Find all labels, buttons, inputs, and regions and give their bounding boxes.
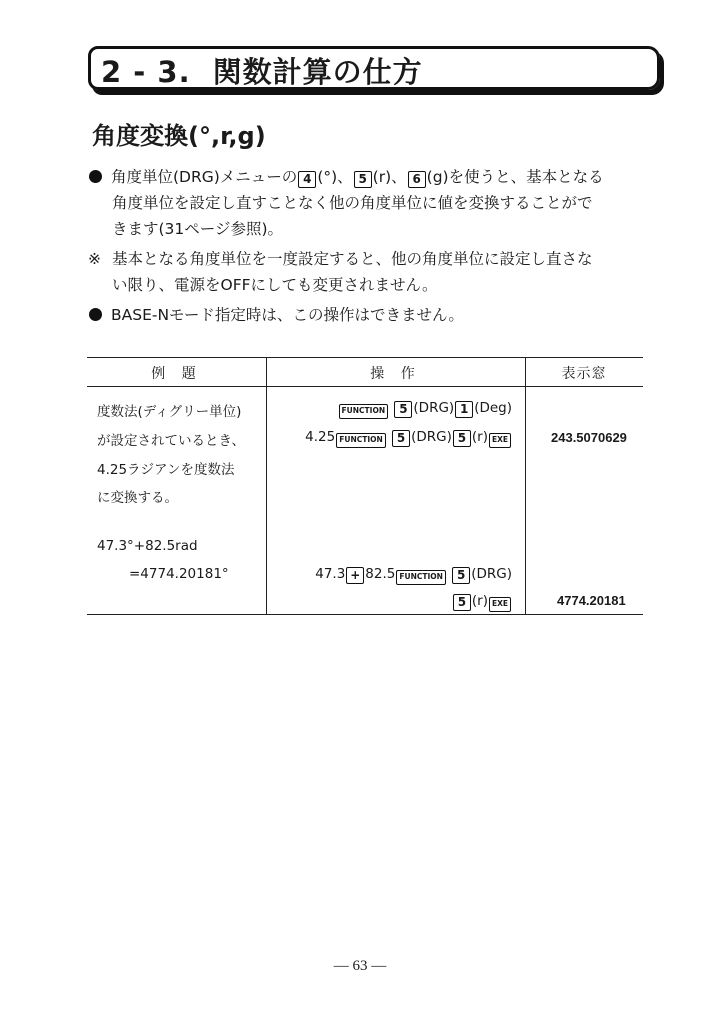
op-text: (DRG) bbox=[413, 400, 455, 416]
exe-key: EXE bbox=[489, 433, 511, 448]
page-number: — 63 — bbox=[333, 958, 387, 974]
example-text: =4774.20181° bbox=[129, 566, 229, 582]
text-line: きます(31ページ参照)。 bbox=[112, 220, 284, 238]
function-key: FUNCTION bbox=[396, 570, 446, 585]
table-top-rule bbox=[87, 357, 643, 358]
operation-step bbox=[315, 566, 512, 585]
plus-key: + bbox=[346, 567, 364, 584]
example-text: 4.25ラジアンを度数法 bbox=[97, 462, 235, 478]
example-text: 度数法(ディグリー単位) bbox=[97, 404, 242, 420]
example-text: 47.3°+82.5rad bbox=[97, 538, 198, 554]
table-header-rule bbox=[87, 386, 643, 387]
operation-step bbox=[452, 593, 512, 612]
paragraph-2 bbox=[88, 246, 593, 298]
operation-step bbox=[305, 429, 512, 448]
key-1: 1 bbox=[455, 401, 473, 418]
key-4: 4 bbox=[298, 171, 316, 188]
example-text: に変換する。 bbox=[97, 490, 178, 506]
text-line: (r)、 bbox=[372, 168, 407, 186]
section-title-text: 関数計算の仕方 bbox=[212, 55, 423, 89]
key-5: 5 bbox=[452, 567, 470, 584]
function-key: FUNCTION bbox=[339, 404, 389, 419]
header-display: 表示窓 bbox=[561, 366, 607, 382]
text-line: (g)を使うと、基本となる bbox=[426, 168, 604, 186]
key-5: 5 bbox=[453, 430, 471, 447]
op-text: 47.3 bbox=[315, 566, 346, 582]
op-text: (DRG) bbox=[471, 566, 512, 582]
paragraph-3 bbox=[88, 302, 464, 328]
bullet-icon bbox=[89, 170, 102, 183]
key-6: 6 bbox=[408, 171, 426, 188]
table-bottom-rule bbox=[87, 614, 643, 615]
op-text: (r) bbox=[471, 429, 488, 445]
text-line: 角度単位(DRG)メニューの bbox=[111, 168, 298, 186]
key-5: 5 bbox=[394, 401, 412, 418]
paragraph-1 bbox=[88, 164, 604, 242]
op-text: 4.25 bbox=[305, 429, 336, 445]
display-result: 243.5070629 bbox=[551, 430, 627, 445]
section-number: 2 - 3. bbox=[101, 55, 191, 89]
text-line: (°)、 bbox=[317, 168, 353, 186]
text-line: BASE-Nモード指定時は、この操作はできません。 bbox=[111, 306, 464, 324]
exe-key: EXE bbox=[489, 597, 511, 612]
example-text: が設定されているとき、 bbox=[97, 433, 245, 449]
op-text: (r) bbox=[471, 593, 488, 609]
operation-step bbox=[338, 400, 512, 419]
op-text: 82.5 bbox=[365, 566, 396, 582]
table-divider bbox=[266, 357, 267, 615]
bullet-icon bbox=[89, 308, 102, 321]
header-operation: 操 作 bbox=[370, 366, 421, 382]
section-title-box bbox=[88, 46, 660, 90]
header-example: 例 題 bbox=[151, 366, 202, 382]
example-table bbox=[87, 357, 643, 616]
op-text: (Deg) bbox=[474, 400, 512, 416]
table-divider bbox=[525, 357, 526, 615]
text-line: い限り、電源をOFFにしても変更されません。 bbox=[112, 276, 438, 294]
section-title bbox=[101, 50, 423, 91]
text-line: 角度単位を設定し直すことなく他の角度単位に値を変換することがで bbox=[112, 194, 593, 212]
function-key: FUNCTION bbox=[336, 433, 386, 448]
key-5: 5 bbox=[453, 594, 471, 611]
text-line: 基本となる角度単位を一度設定すると、他の角度単位に設定し直さな bbox=[112, 250, 593, 268]
key-5: 5 bbox=[354, 171, 372, 188]
note-mark: ※ bbox=[88, 250, 101, 268]
key-5: 5 bbox=[392, 430, 410, 447]
op-text: (DRG) bbox=[411, 429, 452, 445]
display-result: 4774.20181 bbox=[557, 593, 626, 608]
subheading: 角度変換(°,r,g) bbox=[92, 122, 266, 150]
